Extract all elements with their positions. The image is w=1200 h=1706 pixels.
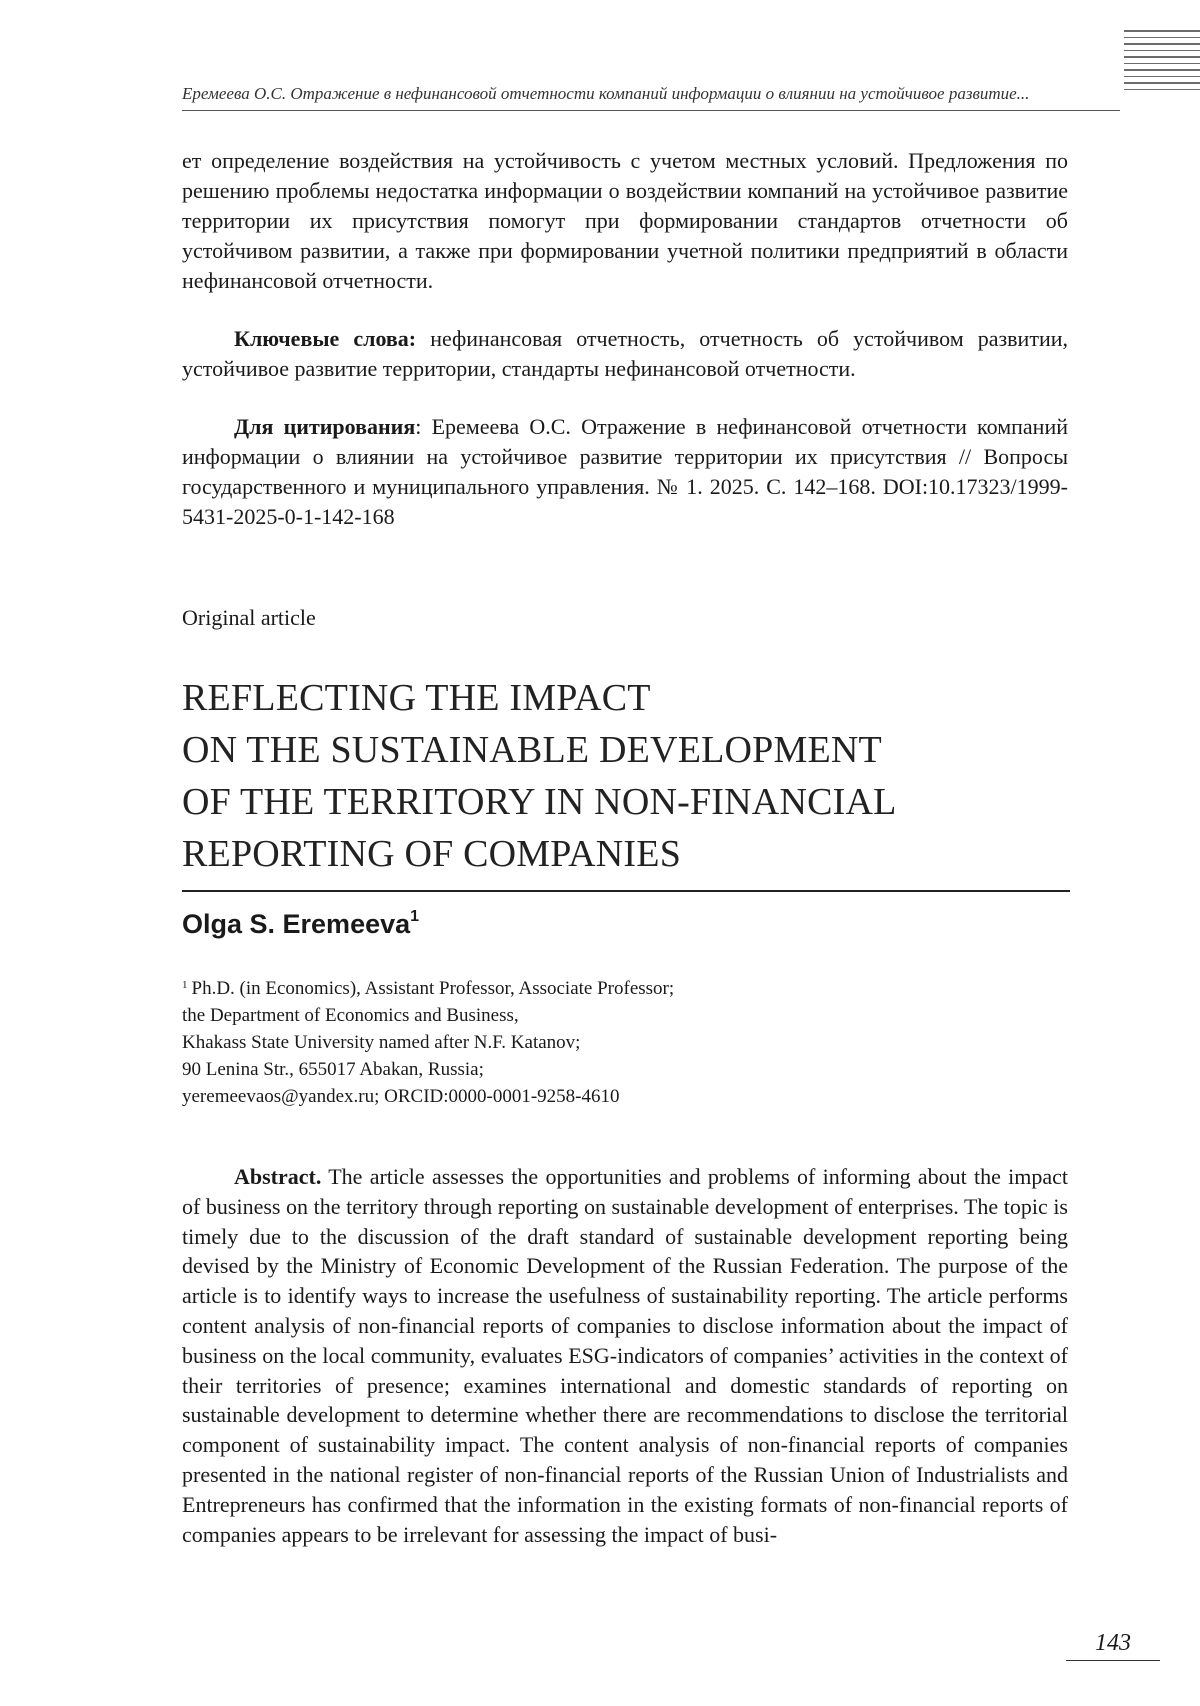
- citation-text: : Еремеева О.С. Отражение в нефинансовой отчетности компаний информации о влиянии на устойчивое развитие территории их присутствия // Вопросы государственного и муниципального управления. № 1. 2025. С. 142–168. DOI:10.17323/1999-5431-2025-0-1-142-168: [182, 414, 1068, 529]
- title-line: REPORTING OF COMPANIES: [182, 833, 682, 875]
- page-number: 143: [1095, 1630, 1131, 1656]
- abstract-paragraph: [182, 1162, 1068, 1549]
- keywords-text: нефинансовая отчетность, отчетность об устойчивом развитии, устойчивое развитие территории, стандарты нефинансовой отчетности.: [182, 326, 1068, 381]
- page-number-rule: [1066, 1660, 1160, 1661]
- keywords-label: Ключевые слова:: [234, 326, 417, 351]
- affiliation-superscript: 1: [182, 979, 188, 991]
- affiliation-line: $^1$ Ph.D. (in Economics), Assistant Professor, Associate Professor;: [182, 978, 675, 999]
- title-line: REFLECTING THE IMPACT: [182, 677, 651, 719]
- affiliation-line: Khakass State University named after N.F. Katanov;: [182, 1032, 581, 1053]
- english-abstract: [182, 1162, 1068, 1549]
- citation-paragraph: [182, 412, 1068, 532]
- author-name: Olga S. Eremeeva$^1$: [182, 908, 420, 939]
- title-line: OF THE TERRITORY IN NON-FINANCIAL: [182, 781, 897, 823]
- intro-paragraph: ет определение воздействия на устойчивость с учетом местных условий. Предложения по решению проблемы недостатка информации о воздействии компаний на устойчивое развитие территории их присутствия помогут при формировании стандартов отчетности об устойчивом развитии, а также при формировании учетной политики предприятий в области нефинансовой отчетности.: [182, 148, 1068, 293]
- abstract-text: The article assesses the opportunities and problems of informing about the impact of business on the territory through reporting on sustainable development of enterprises. The topic is timely due to the discussion of the draft standard of sustainable development reporting being devised by the Ministry of Economic Development of the Russian Federation. The purpose of the article is to identify ways to increase the usefulness of sustainability reporting. The article performs content analysis of non-financial reports of companies to disclose information about the impact of business on the local community, evaluates ESG-indicators of companies’ activities in the context of their territories of presence; examines international and domestic standards of reporting on sustainable development to determine whether there are recommendations to disclose the territorial component of sustainability impact. The content analysis of non-financial reports of companies presented in the national register of non-financial reports of the Russian Union of Industrialists and Entrepreneurs has confirmed that the information in the existing formats of non-financial reports of companies appears to be irrelevant for assessing the impact of busi-: [182, 1164, 1068, 1547]
- citation-label: Для цитирования: [234, 414, 416, 439]
- affiliation-email-orcid: yeremeevaos@yandex.ru; ORCID:0000-0001-9258-4610: [182, 1086, 620, 1107]
- affiliation-line: the Department of Economics and Business,: [182, 1005, 519, 1026]
- running-head-rule: [182, 110, 1120, 111]
- author-superscript: 1: [410, 908, 420, 925]
- abstract-label: Abstract.: [234, 1164, 322, 1189]
- title-rule: [182, 890, 1070, 892]
- russian-abstract-continuation: [182, 146, 1068, 532]
- title-line: ON THE SUSTAINABLE DEVELOPMENT: [182, 729, 882, 771]
- keywords-paragraph: [182, 324, 1068, 384]
- header-decoration: [1124, 30, 1200, 108]
- running-head: Еремеева О.С. Отражение в нефинансовой отчетности компаний информации о влиянии на устойчивое развитие...: [182, 84, 1030, 103]
- author-affiliation: [182, 972, 1068, 1110]
- article-title: [182, 672, 1068, 880]
- article-type: Original article: [182, 605, 316, 630]
- affiliation-line: 90 Lenina Str., 655017 Abakan, Russia;: [182, 1059, 484, 1080]
